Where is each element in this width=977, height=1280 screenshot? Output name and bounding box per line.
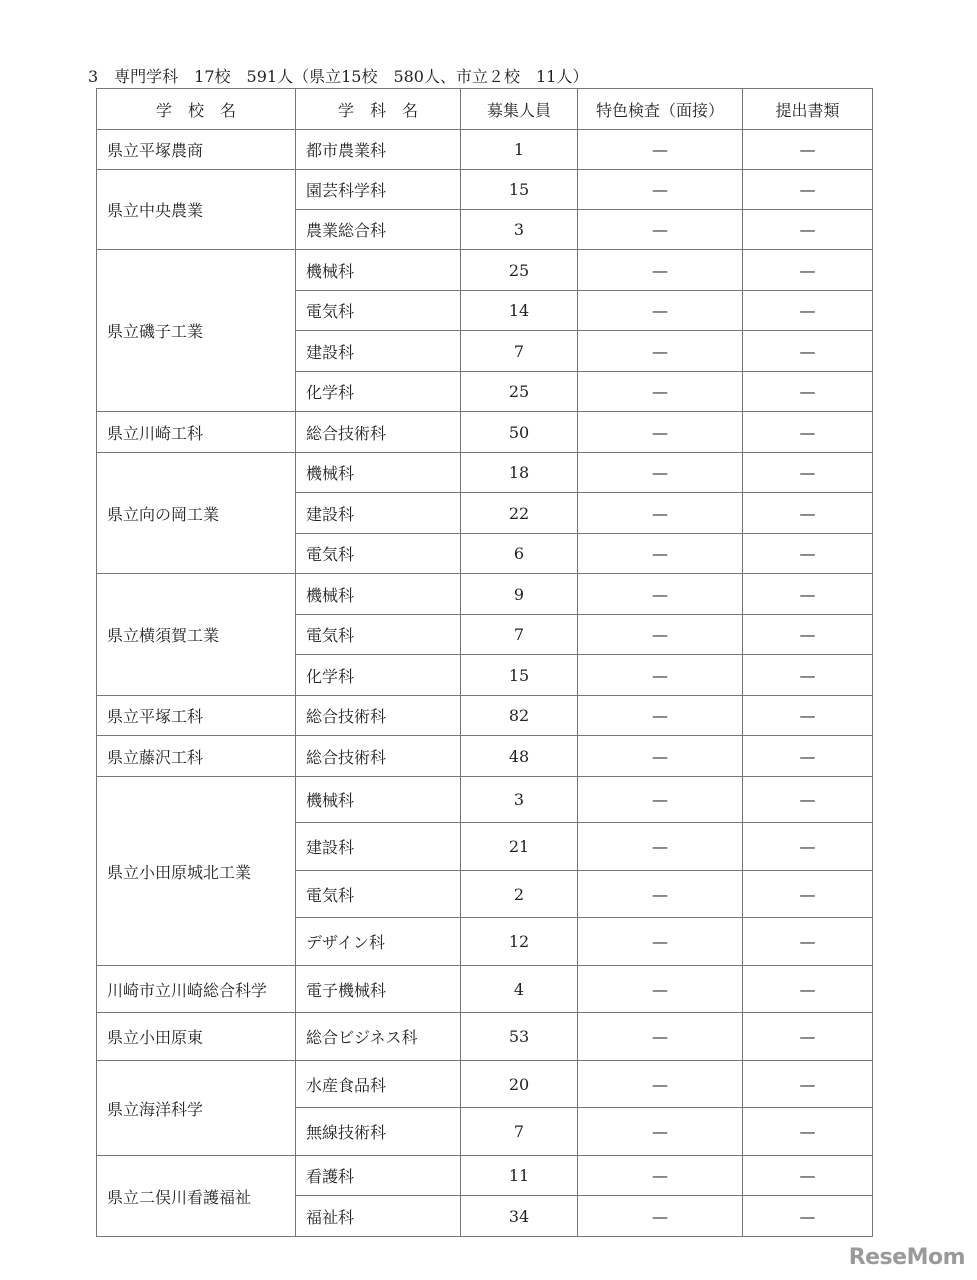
capacity-cell: 4	[461, 966, 578, 1013]
department-cell: 化学科	[296, 655, 461, 696]
documents-cell: —	[743, 574, 873, 615]
department-cell: 都市農業科	[296, 130, 461, 170]
documents-cell: —	[743, 655, 873, 696]
table-row	[97, 966, 873, 1013]
interview-cell: —	[578, 1108, 743, 1156]
department-cell: 建設科	[296, 331, 461, 372]
documents-cell: —	[743, 493, 873, 534]
school-name-cell: 県立小田原東	[97, 1013, 296, 1061]
school-name-cell: 県立磯子工業	[97, 250, 296, 412]
interview-cell: —	[578, 918, 743, 966]
interview-cell: —	[578, 170, 743, 210]
capacity-cell: 82	[461, 696, 578, 736]
documents-cell: —	[743, 615, 873, 655]
interview-cell: —	[578, 1061, 743, 1108]
interview-cell: —	[578, 655, 743, 696]
admissions-table	[96, 88, 873, 1237]
interview-cell: —	[578, 210, 743, 250]
school-name-cell: 県立川崎工科	[97, 412, 296, 453]
department-cell: 電気科	[296, 615, 461, 655]
interview-cell: —	[578, 372, 743, 412]
documents-cell: —	[743, 1013, 873, 1061]
capacity-cell: 48	[461, 736, 578, 777]
table-row	[97, 412, 873, 453]
section-heading: 3 専門学科 17校 591人（県立15校 580人、市立２校 11人）	[88, 67, 589, 86]
department-cell: 機械科	[296, 777, 461, 823]
school-name-cell: 県立平塚農商	[97, 130, 296, 170]
department-cell: 機械科	[296, 574, 461, 615]
school-name-cell: 県立平塚工科	[97, 696, 296, 736]
documents-cell: —	[743, 736, 873, 777]
interview-cell: —	[578, 615, 743, 655]
capacity-cell: 11	[461, 1156, 578, 1196]
capacity-cell: 22	[461, 493, 578, 534]
department-cell: 機械科	[296, 250, 461, 291]
col-header-department: 学 科 名	[296, 89, 461, 130]
capacity-cell: 53	[461, 1013, 578, 1061]
table-row	[97, 1156, 873, 1196]
department-cell: 建設科	[296, 823, 461, 871]
department-cell: 電気科	[296, 871, 461, 918]
documents-cell: —	[743, 412, 873, 453]
school-name-cell: 県立二俣川看護福祉	[97, 1156, 296, 1237]
department-cell: 化学科	[296, 372, 461, 412]
documents-cell: —	[743, 871, 873, 918]
department-cell: 電気科	[296, 291, 461, 331]
interview-cell: —	[578, 1156, 743, 1196]
interview-cell: —	[578, 1196, 743, 1237]
department-cell: 園芸科学科	[296, 170, 461, 210]
interview-cell: —	[578, 453, 743, 493]
capacity-cell: 15	[461, 655, 578, 696]
capacity-cell: 50	[461, 412, 578, 453]
department-cell: 農業総合科	[296, 210, 461, 250]
table-row	[97, 696, 873, 736]
interview-cell: —	[578, 871, 743, 918]
table-row	[97, 453, 873, 493]
table-row	[97, 130, 873, 170]
documents-cell: —	[743, 170, 873, 210]
documents-cell: —	[743, 696, 873, 736]
documents-cell: —	[743, 372, 873, 412]
documents-cell: —	[743, 250, 873, 291]
department-cell: 無線技術科	[296, 1108, 461, 1156]
department-cell: 建設科	[296, 493, 461, 534]
col-header-documents: 提出書類	[743, 89, 873, 130]
documents-cell: —	[743, 453, 873, 493]
capacity-cell: 34	[461, 1196, 578, 1237]
documents-cell: —	[743, 1156, 873, 1196]
documents-cell: —	[743, 130, 873, 170]
documents-cell: —	[743, 966, 873, 1013]
documents-cell: —	[743, 331, 873, 372]
documents-cell: —	[743, 777, 873, 823]
col-header-interview: 特色検査（面接）	[578, 89, 743, 130]
interview-cell: —	[578, 534, 743, 574]
department-cell: 電子機械科	[296, 966, 461, 1013]
table-header-row	[97, 89, 873, 130]
department-cell: デザイン科	[296, 918, 461, 966]
capacity-cell: 7	[461, 1108, 578, 1156]
capacity-cell: 7	[461, 615, 578, 655]
table-row	[97, 170, 873, 210]
interview-cell: —	[578, 130, 743, 170]
interview-cell: —	[578, 966, 743, 1013]
interview-cell: —	[578, 412, 743, 453]
table-row	[97, 250, 873, 291]
department-cell: 電気科	[296, 534, 461, 574]
capacity-cell: 9	[461, 574, 578, 615]
capacity-cell: 15	[461, 170, 578, 210]
capacity-cell: 18	[461, 453, 578, 493]
documents-cell: —	[743, 1061, 873, 1108]
capacity-cell: 12	[461, 918, 578, 966]
col-header-capacity: 募集人員	[461, 89, 578, 130]
interview-cell: —	[578, 736, 743, 777]
capacity-cell: 7	[461, 331, 578, 372]
col-header-school: 学 校 名	[97, 89, 296, 130]
capacity-cell: 20	[461, 1061, 578, 1108]
documents-cell: —	[743, 918, 873, 966]
table-row	[97, 574, 873, 615]
capacity-cell: 3	[461, 777, 578, 823]
school-name-cell: 県立海洋科学	[97, 1061, 296, 1156]
department-cell: 総合ビジネス科	[296, 1013, 461, 1061]
table-row	[97, 1061, 873, 1108]
interview-cell: —	[578, 250, 743, 291]
documents-cell: —	[743, 291, 873, 331]
table-row	[97, 1013, 873, 1061]
documents-cell: —	[743, 1196, 873, 1237]
department-cell: 水産食品科	[296, 1061, 461, 1108]
documents-cell: —	[743, 534, 873, 574]
interview-cell: —	[578, 696, 743, 736]
interview-cell: —	[578, 777, 743, 823]
capacity-cell: 25	[461, 372, 578, 412]
school-name-cell: 県立横須賀工業	[97, 574, 296, 696]
interview-cell: —	[578, 1013, 743, 1061]
school-name-cell: 県立中央農業	[97, 170, 296, 250]
capacity-cell: 2	[461, 871, 578, 918]
school-name-cell: 県立藤沢工科	[97, 736, 296, 777]
school-name-cell: 県立小田原城北工業	[97, 777, 296, 966]
capacity-cell: 25	[461, 250, 578, 291]
department-cell: 看護科	[296, 1156, 461, 1196]
interview-cell: —	[578, 823, 743, 871]
documents-cell: —	[743, 823, 873, 871]
documents-cell: —	[743, 1108, 873, 1156]
school-name-cell: 川崎市立川崎総合科学	[97, 966, 296, 1013]
capacity-cell: 21	[461, 823, 578, 871]
table-row	[97, 777, 873, 823]
capacity-cell: 14	[461, 291, 578, 331]
department-cell: 福祉科	[296, 1196, 461, 1237]
department-cell: 総合技術科	[296, 696, 461, 736]
capacity-cell: 1	[461, 130, 578, 170]
department-cell: 機械科	[296, 453, 461, 493]
capacity-cell: 6	[461, 534, 578, 574]
school-name-cell: 県立向の岡工業	[97, 453, 296, 574]
table-body	[97, 130, 873, 1237]
interview-cell: —	[578, 493, 743, 534]
department-cell: 総合技術科	[296, 736, 461, 777]
interview-cell: —	[578, 331, 743, 372]
capacity-cell: 3	[461, 210, 578, 250]
interview-cell: —	[578, 291, 743, 331]
table-row	[97, 736, 873, 777]
documents-cell: —	[743, 210, 873, 250]
interview-cell: —	[578, 574, 743, 615]
department-cell: 総合技術科	[296, 412, 461, 453]
resemom-logo: ReseMom	[848, 1245, 965, 1270]
